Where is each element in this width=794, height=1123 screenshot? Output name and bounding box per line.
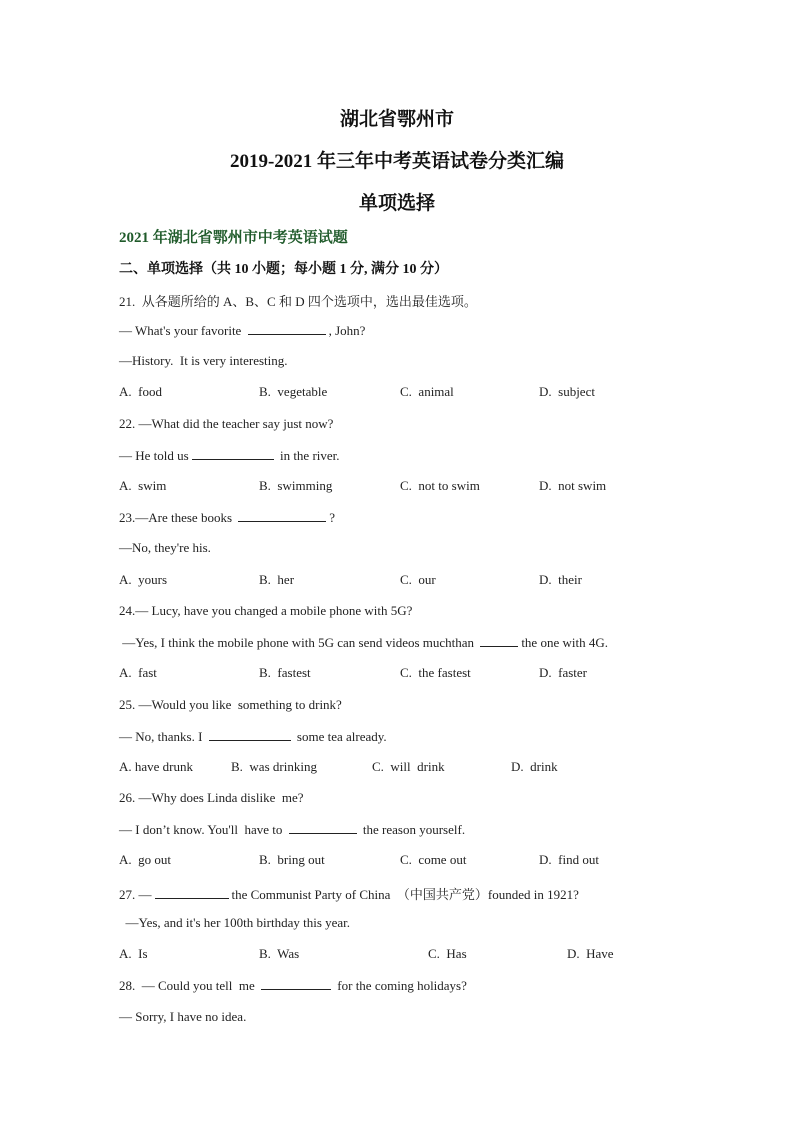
answer-blank	[209, 728, 291, 741]
option-b: B. was drinking	[231, 759, 317, 774]
question-23-prompt	[119, 509, 335, 526]
prompt-text: for the coming holidays?	[337, 978, 467, 993]
exam-year-heading: 2021 年湖北省鄂州市中考英语试题	[119, 230, 348, 246]
prompt-text: —Yes, I think the mobile phone with 5G can send videos muchthan	[119, 635, 475, 650]
prompt-text: ?	[329, 510, 336, 525]
option-a: A. go out	[119, 852, 171, 867]
option-d: D. subject	[539, 384, 595, 399]
title-topic: 单项选择	[358, 193, 435, 214]
question-27-response: —Yes, and it's her 100th birthday this year.	[119, 915, 351, 930]
question-23-response: —No, they're his.	[119, 540, 211, 555]
option-c: C. not to swim	[400, 478, 480, 493]
option-b: B. swimming	[259, 478, 333, 493]
title-collection: 2019-2021 年三年中考英语试卷分类汇编	[229, 151, 565, 172]
option-d: D. find out	[539, 852, 599, 867]
question-27-prompt	[119, 884, 579, 903]
option-a: A. food	[119, 384, 162, 399]
option-c: C. will drink	[372, 759, 445, 774]
option-c: C. Has	[428, 946, 467, 961]
prompt-text: , John?	[328, 323, 366, 338]
question-26-response	[119, 821, 465, 838]
section-heading: 二、单项选择（共 10 小题；每小题 1 分, 满分 10 分）	[119, 262, 448, 277]
answer-blank	[155, 886, 229, 899]
answer-blank	[248, 322, 326, 335]
option-a: A. Is	[119, 946, 148, 961]
prompt-text: — He told us	[119, 448, 189, 463]
prompt-text: 27. —	[119, 887, 152, 902]
option-c: C. animal	[400, 384, 454, 399]
prompt-text: 28. — Could you tell me	[119, 978, 255, 993]
option-b: B. Was	[259, 946, 300, 961]
question-28-response: — Sorry, I have no idea.	[119, 1009, 247, 1024]
prompt-text: 23.—Are these books	[119, 510, 233, 525]
question-22-response	[119, 447, 340, 464]
option-d: D. Have	[567, 946, 614, 961]
prompt-text: the Communist Party of China （中国共产党）founded in 1921?	[231, 887, 579, 902]
option-d: D. faster	[539, 665, 588, 680]
question-24-response	[119, 634, 608, 651]
option-a: A. swim	[119, 478, 167, 493]
title-region: 湖北省鄂州市	[339, 109, 454, 130]
question-25-prompt: 25. —Would you like something to drink?	[119, 697, 342, 712]
prompt-text: in the river.	[279, 448, 340, 463]
answer-blank	[192, 447, 274, 460]
option-d: D. not swim	[539, 478, 607, 493]
option-b: B. vegetable	[259, 384, 328, 399]
prompt-text: — No, thanks. I	[119, 729, 203, 744]
question-25-response	[119, 728, 387, 745]
question-21-prompt	[119, 322, 365, 339]
question-22-prompt: 22. —What did the teacher say just now?	[119, 416, 334, 431]
option-b: B. bring out	[259, 852, 325, 867]
option-a: A. have drunk	[119, 759, 194, 774]
answer-blank	[238, 509, 326, 522]
question-24-prompt: 24.— Lucy, have you changed a mobile phone with 5G?	[119, 603, 413, 618]
question-28-prompt	[119, 977, 467, 994]
option-b: B. her	[259, 572, 295, 587]
answer-blank	[480, 634, 518, 647]
question-21-instructions: 21. 从各题所给的 A、B、C 和 D 四个选项中，选出最佳选项。	[119, 294, 477, 309]
option-a: A. yours	[119, 572, 168, 587]
option-d: D. drink	[511, 759, 558, 774]
prompt-text: — What's your favorite	[119, 323, 242, 338]
option-c: C. our	[400, 572, 436, 587]
question-21-response: —History. It is very interesting.	[119, 353, 288, 368]
answer-blank	[261, 977, 331, 990]
option-c: C. the fastest	[400, 665, 471, 680]
option-b: B. fastest	[259, 665, 311, 680]
answer-blank	[289, 821, 357, 834]
prompt-text: the reason yourself.	[362, 822, 466, 837]
prompt-text: some tea already.	[296, 729, 387, 744]
prompt-text: the one with 4G.	[521, 635, 608, 650]
question-26-prompt: 26. —Why does Linda dislike me?	[119, 790, 304, 805]
option-a: A. fast	[119, 665, 157, 680]
prompt-text: — I don’t know. You'll have to	[119, 822, 283, 837]
option-d: D. their	[539, 572, 582, 587]
option-c: C. come out	[400, 852, 467, 867]
